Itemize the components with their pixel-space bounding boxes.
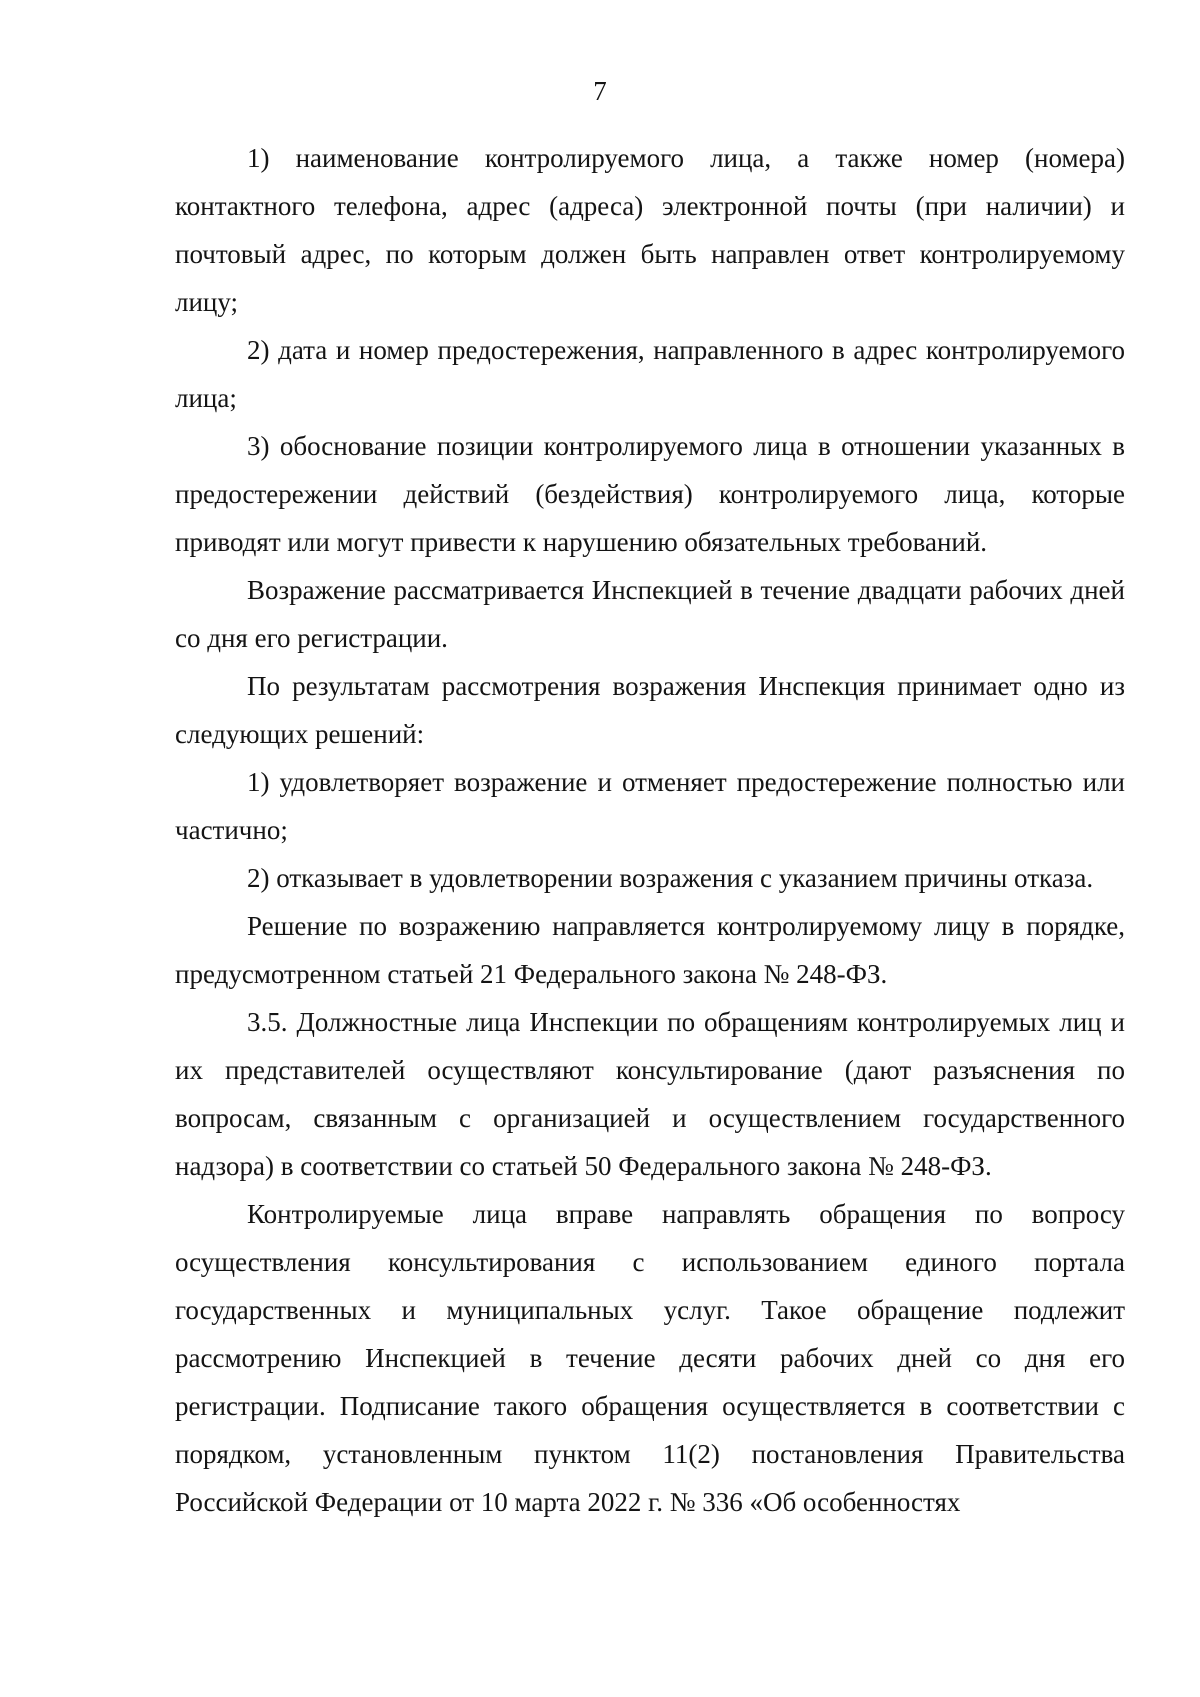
- paragraph-item-1-contact-info: 1) наименование контролируемого лица, а также номер (номера) контактного телефона, адрес (адреса) электронной почты (при наличии) и почтовый адрес, по которым должен быть направлен ответ контролируемому лицу;: [175, 143, 1125, 317]
- paragraph-consultation-requests: Контролируемые лица вправе направлять обращения по вопросу осуществления консультирования с использованием единого портала государственных и муниципальных услуг. Такое обращение подлежит рассмотрению Инспекцией в течение десяти рабочих дней со дня его регистрации. Подписание такого обращения осуществляется в соответствии с порядком, установленным пунктом 11(2) постановления Правительства Российской Федерации от 10 марта 2022 г. № 336 «Об особенностях: [175, 1199, 1125, 1517]
- page-number: 7: [593, 76, 607, 106]
- paragraph-decision-delivery: Решение по возражению направляется контролируемому лицу в порядке, предусмотренном статьей 21 Федерального закона № 248-ФЗ.: [175, 911, 1125, 989]
- paragraph-item-3-justification: 3) обоснование позиции контролируемого лица в отношении указанных в предостережении действий (бездействия) контролируемого лица, которые приводят или могут привести к нарушению обязательных требований.: [175, 431, 1125, 557]
- paragraph-section-3-5: 3.5. Должностные лица Инспекции по обращениям контролируемых лиц и их представителей осуществляют консультирование (дают разъяснения по вопросам, связанным с организацией и осуществлением государственного надзора) в соответствии со статьей 50 Федерального закона № 248-ФЗ.: [175, 1007, 1125, 1181]
- paragraph-objection-review: Возражение рассматривается Инспекцией в течение двадцати рабочих дней со дня его регистрации.: [175, 575, 1125, 653]
- document-body: [175, 134, 1125, 1526]
- paragraph-review-results: По результатам рассмотрения возражения Инспекция принимает одно из следующих решений:: [175, 671, 1125, 749]
- paragraph-decision-1: 1) удовлетворяет возражение и отменяет предостережение полностью или частично;: [175, 767, 1125, 845]
- paragraph-decision-2: 2) отказывает в удовлетворении возражения с указанием причины отказа.: [247, 863, 1094, 893]
- paragraph-item-2-warning-date: 2) дата и номер предостережения, направленного в адрес контролируемого лица;: [175, 335, 1125, 413]
